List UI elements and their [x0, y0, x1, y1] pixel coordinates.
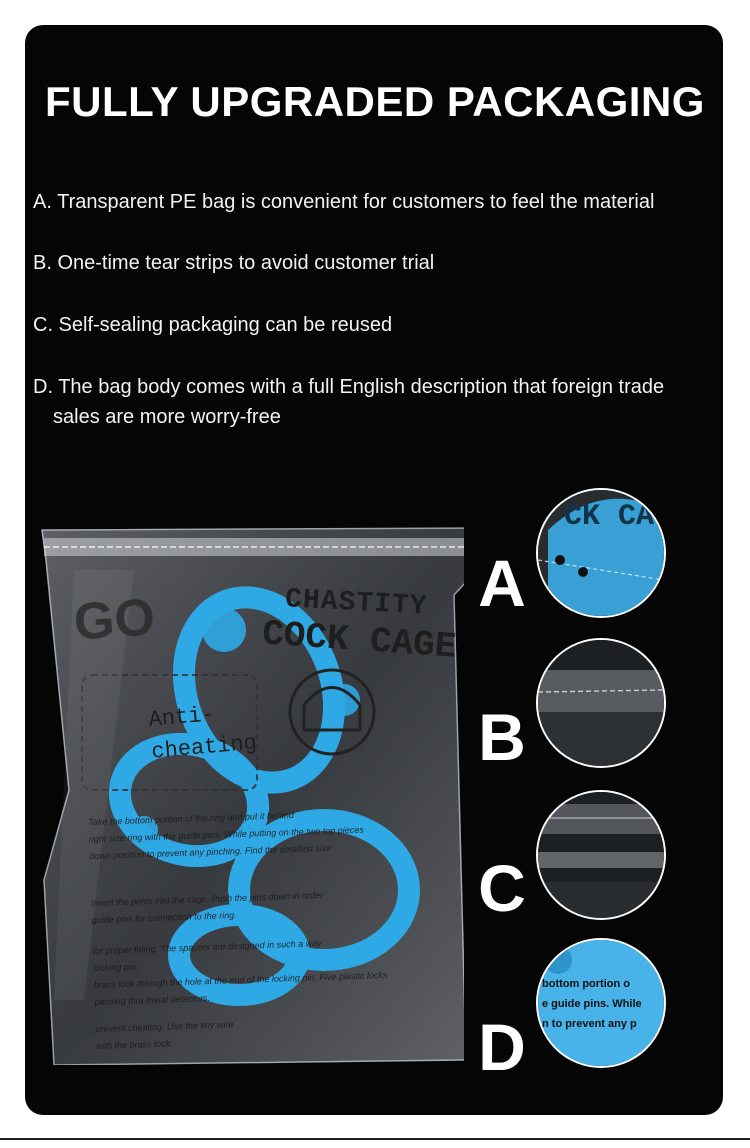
zoom-d-line: e guide pins. While [542, 998, 642, 1010]
instruction-line: passing thru metal detectors. [94, 993, 211, 1008]
bag-instructions [88, 802, 446, 1055]
instruction-line: Insert the penis into the cage. Push the pins down in order [90, 890, 324, 909]
zoom-d-text [542, 974, 666, 1034]
bottom-divider [0, 1138, 750, 1140]
bag-print-line-1: CHASTITY [284, 584, 429, 623]
bag-badge-text: Anti-cheating [147, 702, 258, 765]
detail-letter-d: D [478, 1010, 526, 1084]
page-title: FULLY UPGRADED PACKAGING [45, 78, 705, 125]
detail-zoom-c [536, 790, 666, 920]
zoom-d-line: n to prevent any p [542, 1018, 637, 1030]
instruction-line: with the brass lock. [95, 1038, 173, 1052]
bag-brand-mark: GO [72, 588, 157, 652]
detail-letter-b: B [478, 700, 526, 774]
feature-item-a: A. Transparent PE bag is convenient for customers to feel the material [33, 191, 655, 213]
bag-print-line-2: COCK CAGE [260, 613, 458, 668]
instruction-line: locking pin. [93, 961, 139, 974]
zoom-a-text: CK CA [564, 500, 655, 534]
instruction-line: down position to prevent any pinching. Find the smallest size [89, 842, 332, 862]
instruction-line: prevent cheating. Use the tiny wire [95, 1019, 234, 1035]
instruction-line: right size ring with the guide pins. While putting on the two top pieces [88, 824, 364, 845]
instruction-line: guide pins for connection to the ring. [91, 910, 237, 926]
instruction-line: Take the bottom portion of the ring and put it behind [88, 809, 295, 828]
detail-letter-c: C [478, 851, 526, 925]
instruction-line: for proper fitting. The spacers are designed in such a way [92, 938, 322, 957]
instruction-line: brass lock through the hole at the end of the locking pin. Five plastic locks [93, 969, 388, 991]
detail-zoom-b [536, 638, 666, 768]
detail-zoom-a [536, 488, 666, 618]
zoom-d-line: bottom portion o [542, 978, 630, 990]
feature-item-c: C. Self-sealing packaging can be reused [33, 314, 393, 336]
feature-item-b: B. One-time tear strips to avoid customer trial [33, 252, 435, 274]
detail-letter-a: A [478, 546, 526, 620]
feature-item-d: D. The bag body comes with a full English description that foreign trade sales are more worry-free [33, 376, 665, 428]
detail-zoom-d [536, 938, 666, 1068]
